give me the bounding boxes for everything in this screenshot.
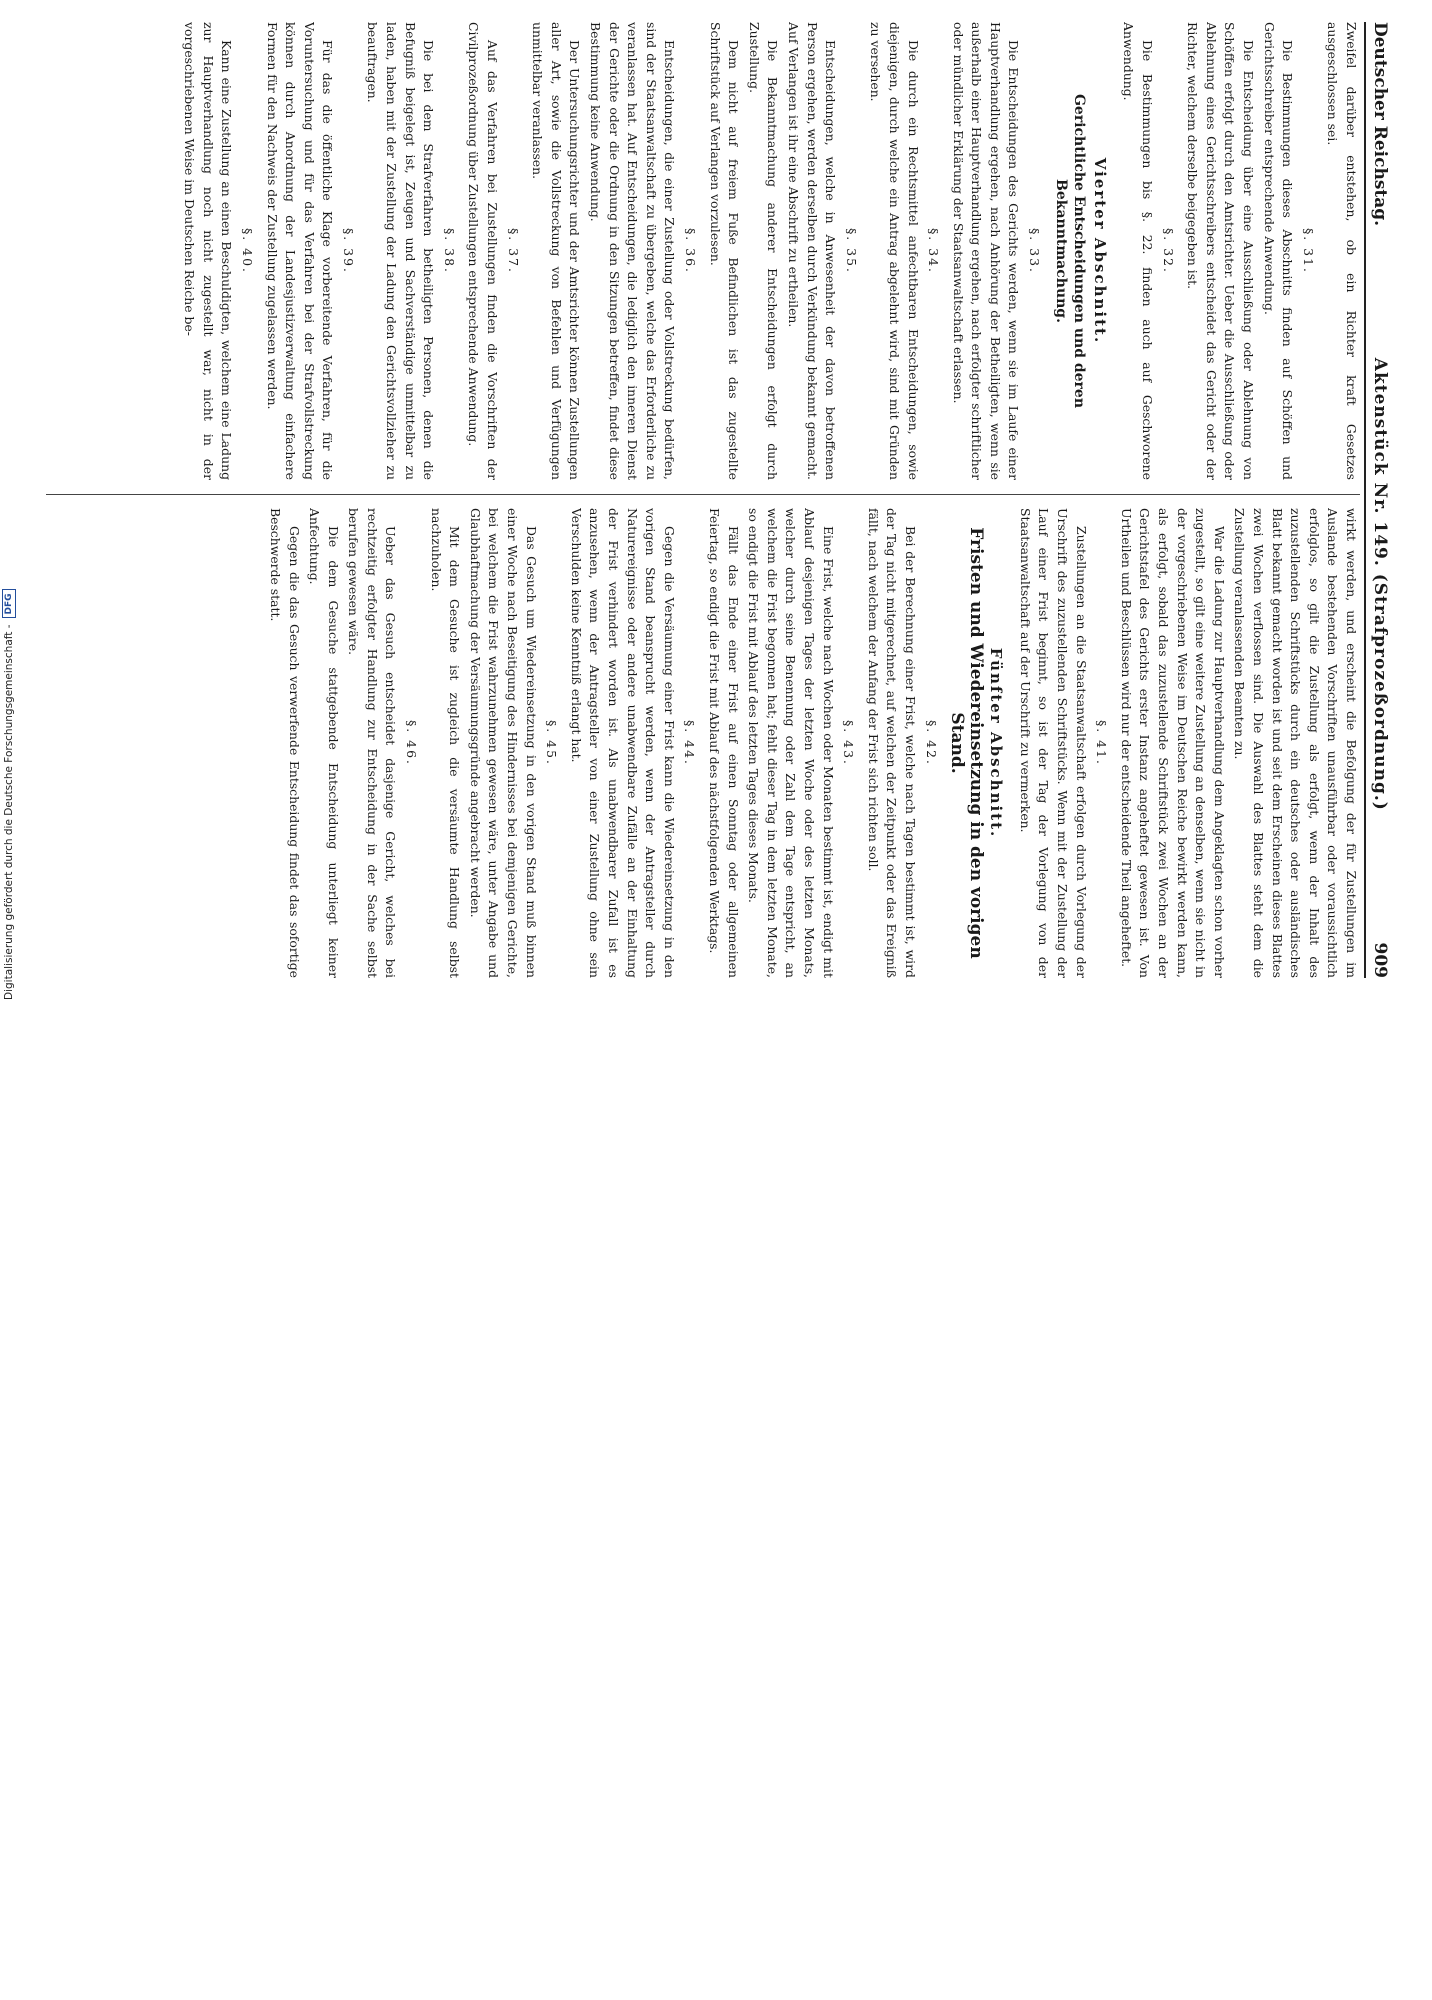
paragraph: Die Bestimmungen dieses Abschnitts finden auf Schöffen und Gerichtsschreiber entsprechende Anwendung. [1261,22,1296,480]
section-heading: Fristen und Wiedereinsetzung in den vorigen Stand. [947,527,986,959]
paragraph: Entscheidungen, die einer Zustellung oder Vollstreckung bedürfen, sind der Staatsanwaltschaft zu übergeben, welche das Erforderliche zu veranlassen hat. Auf Entscheidungen, die lediglich den inneren Dienst der Gerichte oder die Ordnung in den Sitzungen betreffen, findet diese Bestimmung keine Anwendung. [588,22,678,480]
text-column-left [46,22,1360,480]
paragraph: Die Entscheidung über eine Ausschließung oder Ablehnung von Schöffen erfolgt durch den Amtsrichter. Ueber die Ausschließung oder Ablehnung eines Gerichtsschreibers entscheidet das Gericht oder der Richter, welchem derselbe beigegeben ist. [1185,22,1257,480]
footer-credit: Digitalisierung gefördert durch die Deutsche Forschungsgemeinschaft - [3,624,15,1000]
section-number: §. 31. [1300,228,1316,274]
section-heading: Gerichtliche Entscheidungen und deren Bekanntmachung. [1052,93,1088,409]
paragraph: Mit dem Gesuche ist zugleich die versäumte Handlung selbst nachzuholen. [428,508,463,978]
header-left: Deutscher Reichstag. [1370,22,1390,227]
section-number: §. 38. [441,228,457,274]
paragraph: wirkt werden, und erscheint die Befolgung der für Zustellungen im Auslande bestehenden Vorschriften unausführbar oder voraussichtlich erfolglos, so gilt die Zustellung als erfolgt, wenn der Inhalt des zuzustellenden Schriftstücks durch ein deutsches oder ausländisches Blatt bekannt gemacht worden ist und seit dem Erscheinen dieses Blattes zwei Wochen verflossen sind. Die Auswahl des Blattes steht dem die Zustellung veranlassenden Beamten zu. [1232,508,1359,978]
section-number: §. 33. [1027,228,1043,274]
paragraph: Die Entscheidungen des Gerichts werden, wenn sie im Laufe einer Hauptverhandlung ergehen, nach Anhörung der Betheiligten, wenn sie außerhalb einer Hauptverhandlung ergehen, nach erfolgter schriftlicher oder mündlicher Erklärung der Staatsanwaltschaft erlassen. [950,22,1022,480]
page-number: 909 [1370,942,1390,978]
paragraph: Dem nicht auf freiem Fuße Befindlichen ist das zugestellte Schriftstück auf Verlangen vorzulesen. [707,22,742,480]
paragraph: Bei der Berechnung einer Frist, welche nach Tagen bestimmt ist, wird der Tag nicht mitgerechnet, auf welchen der Zeitpunkt oder das Ereigniß fällt, nach welchem der Anfang der Frist sich richten soll. [865,508,918,978]
paragraph: Die bei dem Strafverfahren betheiligten Personen, denen die Befugniß beigelegt ist, Zeugen und Sachverständige unmittelbar zu laden, haben mit der Zustellung der Ladung den Gerichtsvollzieher zu beauftragen. [365,22,437,480]
paragraph: Für das die öffentliche Klage vorbereitende Verfahren, für die Voruntersuchung und für das Verfahren bei der Strafvollstreckung können durch Anordnung der Landesjustizverwaltung einfachere Formen für den Nachweis der Zustellung zugelassen werden. [264,22,336,480]
document-page [26,0,1416,1000]
section-number: §. 42. [923,720,939,766]
paragraph: Das Gesuch um Wiedereinsetzung in den vorigen Stand muß binnen einer Woche nach Beseitigung des Hindernisses bei demjenigen Gerichte, bei welchem die Frist wahrzunehmen gewesen wäre, unter Angabe und Glaubhaftmachung der Versäumungsgründe angebracht werden. [467,508,539,978]
paragraph: Die dem Gesuche stattgebende Entscheidung unterliegt keiner Anfechtung. [307,508,341,978]
paragraph: Ueber das Gesuch entscheidet dasjenige Gericht, welches bei rechtzeitig erfolgter Handlung zur Entscheidung in der Sache selbst berufen gewesen wäre. [346,508,399,978]
paragraph: Die durch ein Rechtsmittel anfechtbaren Entscheidungen, sowie diejenigen, durch welche ein Antrag abgelehnt wird, sind mit Gründen zu versehen. [868,22,921,480]
paragraph: Eine Frist, welche nach Wochen oder Monaten bestimmt ist, endigt mit Ablauf desjenigen Tages der letzten Woche oder des letzten Monats, welcher durch seine Benennung oder Zahl dem Tage entspricht, an welchem die Frist begonnen hat; fehlt dieser Tag in dem letzten Monate, so endigt die Frist mit Ablauf des letzten Tages dieses Monats. [746,508,836,978]
paragraph: Der Untersuchungsrichter und der Amtsrichter können Zustellungen aller Art, sowie die Vollstreckung von Befehlen und Verfügungen unmittelbar veranlassen. [530,22,583,480]
section-number: §. 44. [682,720,698,766]
column-divider [46,494,1360,495]
section-number: §. 36. [683,228,698,274]
section-number: §. 41. [1094,720,1110,766]
section-number: §. 37. [505,228,521,274]
paragraph: Die Bestimmungen bis §. 22. finden auch auf Geschworene Anwendung. [1121,22,1156,480]
section-heading: Vierter Abschnitt. [1090,157,1109,345]
section-heading: Fünfter Abschnitt. [987,647,1006,839]
section-number: §. 46. [404,720,420,766]
section-number: §. 34. [926,228,942,274]
paragraph: War die Ladung zur Hauptverhandlung dem Angeklagten schon vorher zugestellt, so gilt eine weitere Zustellung an denselben, wenn sie nicht in der vorgeschriebenen Weise im Deutschen Reiche bewirkt werden kann, als erfolgt, sobald das zuzustellende Schriftstück zwei Wochen an der Gerichtstafel des Gerichts erster Instanz angeheftet gewesen ist. Von Urtheilen und Beschlüssen wird nur der entscheidende Theil angeheftet. [1118,508,1227,978]
section-number: §. 35. [843,228,859,274]
section-number: §. 43. [841,720,857,766]
section-number: §. 32. [1160,228,1176,274]
paragraph: Gegen die das Gesuch verwerfende Entscheidung findet das sofortige Beschwerde statt. [267,508,302,978]
paragraph: Kann eine Zustellung an einen Beschuldigten, welchem eine Ladung zur Hauptverhandlung noch nicht zugestellt war, nicht in der vorgeschriebenen Weise im Deutschen Reiche be- [182,22,235,480]
text-column-right [46,508,1360,978]
paragraph: Entscheidungen, welche in Anwesenheit der davon betroffenen Person ergehen, werden derselben durch Verkündung bekannt gemacht. Auf Verlangen ist ihr eine Abschrift zu ertheilen. [785,22,839,480]
paragraph: Fällt das Ende einer Frist auf einen Sonntag oder allgemeinen Feiertag, so endigt die Frist mit Ablauf des nächstfolgenden Werktags. [707,508,741,978]
digitization-footer [2,593,18,2000]
section-number: §. 40. [239,228,255,274]
section-number: §. 45. [544,720,560,766]
paragraph: Zustellungen an die Staatsanwaltschaft erfolgen durch Vorlegung der Urschrift des zuzustellenden Schriftstücks. Wenn mit der Zustellung der Lauf einer Frist beginnt, so ist der Tag der Vorlegung von der Staatsanwaltschaft auf der Urschrift zu vermerken. [1017,508,1089,978]
paragraph: Auf das Verfahren bei Zustellungen finden die Vorschriften der Civilprozeßordnung über Zustellungen entsprechende Anwendung. [466,22,501,480]
section-number: §. 39. [340,228,356,274]
paragraph: Zweifel darüber entstehen, ob ein Richter kraft Gesetzes ausgeschlossen sei. [1325,22,1359,480]
paragraph: Gegen die Versäumung einer Frist kann die Wiedereinsetzung in den vorigen Stand beansprucht werden, wenn der Antragsteller durch Naturereignisse oder andere unabwendbare Zufälle an der Einhaltung der Frist verhindert worden ist. Als unabwendbarer Zufall ist es anzusehen, wenn der Antragsteller von einer Zustellung ohne sein Verschulden keine Kenntniß erlangt hat. [568,508,677,978]
page-header [1364,22,1410,978]
paragraph: Die Bekanntmachung anderer Entscheidungen erfolgt durch Zustellung. [746,22,781,480]
dfg-logo: DFG [2,589,16,618]
header-center: Aktenstück Nr. 149. (Strafprozeßordnung.) [1370,357,1390,811]
